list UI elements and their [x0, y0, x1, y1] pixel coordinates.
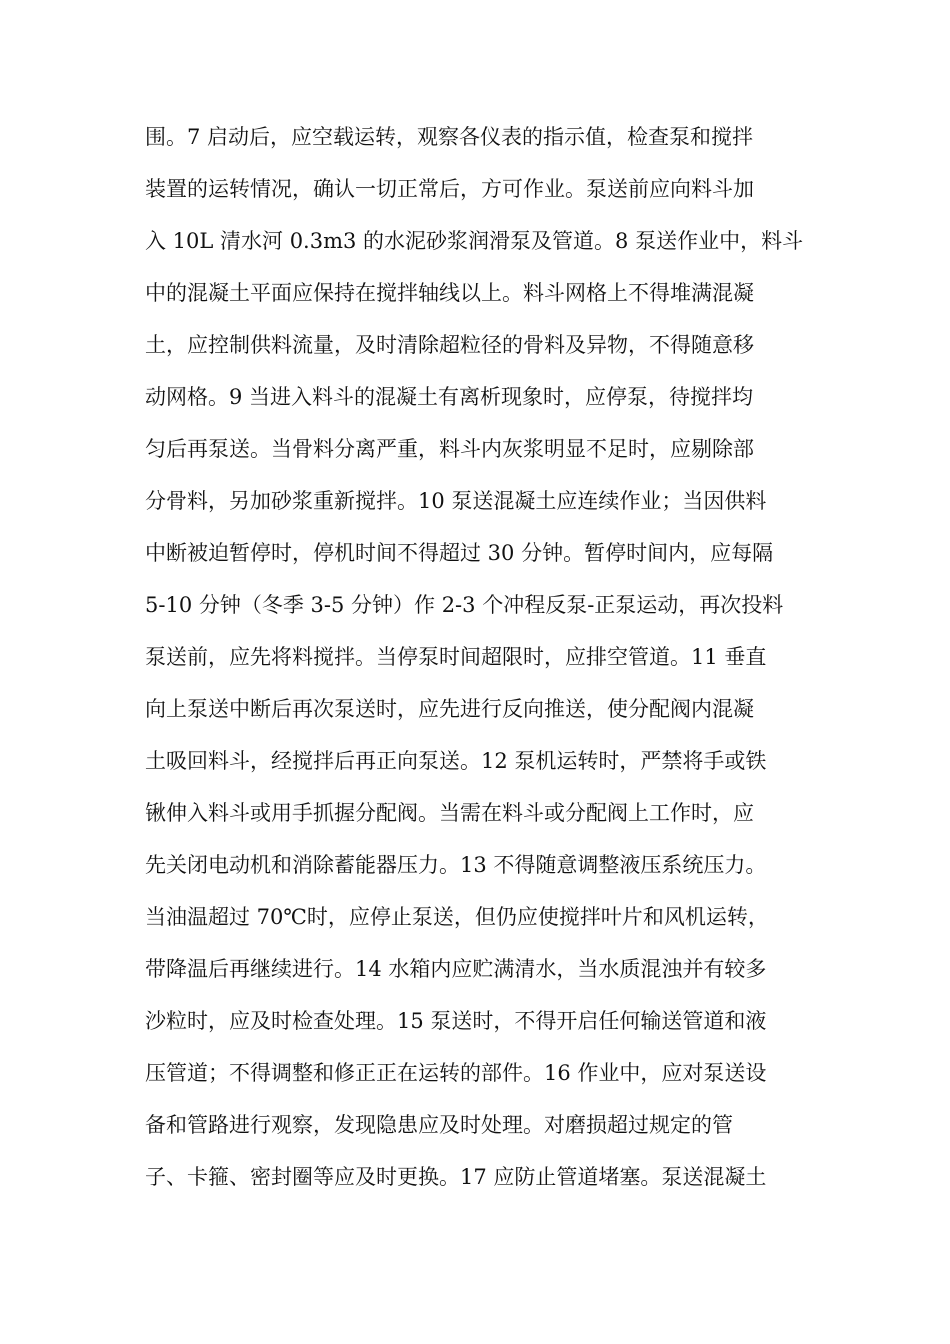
text-line: 子、卡箍、密封圈等应及时更换。17 应防止管道堵塞。泵送混凝土	[145, 1165, 767, 1189]
text-line: 5-10 分钟（冬季 3-5 分钟）作 2-3 个冲程反泵-正泵运动，再次投料	[145, 593, 784, 617]
text-line: 带降温后再继续进行。14 水箱内应贮满清水，当水质混浊并有较多	[145, 957, 767, 981]
text-line: 围。7 启动后，应空载运转，观察各仪表的指示值，检查泵和搅拌	[145, 125, 754, 149]
text-line: 锹伸入料斗或用手抓握分配阀。当需在料斗或分配阀上工作时，应	[145, 801, 754, 825]
text-line: 沙粒时，应及时检查处理。15 泵送时，不得开启任何输送管道和液	[145, 1009, 767, 1033]
text-line: 向上泵送中断后再次泵送时，应先进行反向推送，使分配阀内混凝	[145, 697, 754, 721]
text-line: 土吸回料斗，经搅拌后再正向泵送。12 泵机运转时，严禁将手或铁	[145, 749, 767, 773]
text-line: 动网格。9 当进入料斗的混凝土有离析现象时，应停泵，待搅拌均	[145, 385, 754, 409]
text-line: 中的混凝土平面应保持在搅拌轴线以上。料斗网格上不得堆满混凝	[145, 281, 754, 305]
text-line: 当油温超过 70℃时，应停止泵送，但仍应使搅拌叶片和风机运转，	[145, 905, 769, 929]
text-line: 装置的运转情况，确认一切正常后，方可作业。泵送前应向料斗加	[145, 177, 754, 201]
body-text	[145, 115, 815, 1207]
text-line: 入 10L 清水河 0.3m3 的水泥砂浆润滑泵及管道。8 泵送作业中，料斗	[145, 229, 804, 253]
text-line: 中断被迫暂停时，停机时间不得超过 30 分钟。暂停时间内，应每隔	[145, 541, 774, 565]
text-line: 备和管路进行观察，发现隐患应及时处理。对磨损超过规定的管	[145, 1113, 733, 1137]
text-line: 泵送前，应先将料搅拌。当停泵时间超限时，应排空管道。11 垂直	[145, 645, 767, 669]
text-line: 压管道；不得调整和修正正在运转的部件。16 作业中，应对泵送设	[145, 1061, 767, 1085]
text-line: 匀后再泵送。当骨料分离严重，料斗内灰浆明显不足时，应剔除部	[145, 437, 754, 461]
text-line: 土，应控制供料流量，及时清除超粒径的骨料及异物，不得随意移	[145, 333, 754, 357]
text-line: 先关闭电动机和消除蓄能器压力。13 不得随意调整液压系统压力。	[145, 853, 767, 877]
text-line: 分骨料，另加砂浆重新搅拌。10 泵送混凝土应连续作业；当因供料	[145, 489, 767, 513]
